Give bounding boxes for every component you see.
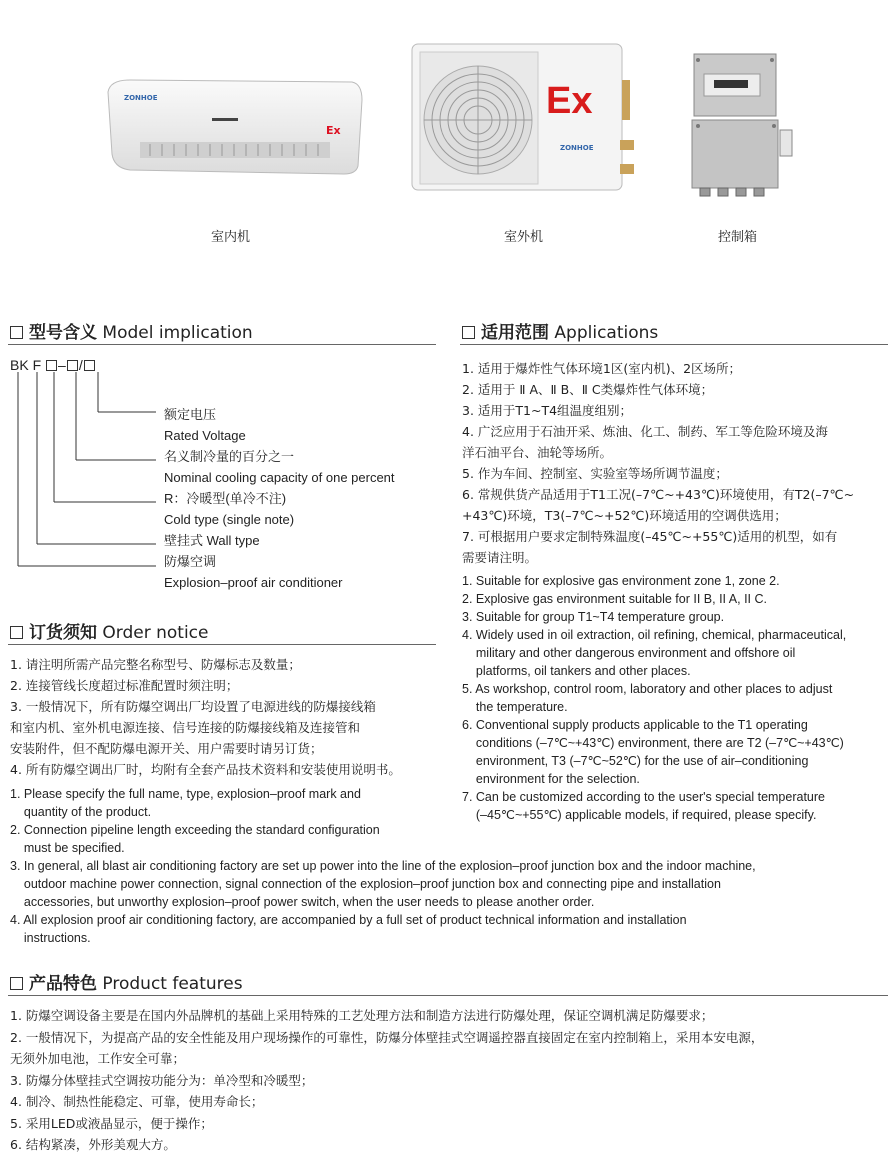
list-item: 1. 适用于爆炸性气体环境1区(室内机)、2区场所； bbox=[462, 361, 742, 376]
list-item: 3. 防爆分体壁挂式空调按功能分为：单冷型和冷暖型； bbox=[10, 1072, 314, 1088]
placeholder-square-icon bbox=[84, 360, 95, 371]
checkbox-square-icon bbox=[10, 326, 23, 339]
list-item: 3. In general, all blast air conditioning factory are set up power into the line of the explosion–proof junction box and the indoor machine, bbox=[10, 859, 756, 873]
list-item: 4. 广泛应用于石油开采、炼油、化工、制药、军工等危险环境及海 bbox=[462, 424, 828, 439]
order-cn-list bbox=[10, 654, 401, 780]
list-item: instructions. bbox=[10, 931, 91, 945]
model-code-prefix: BK F bbox=[10, 357, 42, 373]
list-item: 1. Please specify the full name, type, explosion–proof mark and bbox=[10, 787, 361, 801]
list-item: 1. 请注明所需产品完整名称型号、防爆标志及数量； bbox=[10, 657, 301, 672]
model-item: Explosion–proof air conditioner bbox=[164, 575, 343, 590]
list-item: 4. 制冷、制热性能稳定、可靠，使用寿命长； bbox=[10, 1094, 264, 1109]
model-item: 壁挂式 Wall type bbox=[164, 533, 260, 548]
features-section-title bbox=[10, 969, 243, 994]
list-item: 1. 防爆空调设备主要是在国内外品牌机的基础上采用特殊的工艺处理方法和制造方法进行防爆处理，保证空调机满足防爆要求； bbox=[10, 1008, 714, 1023]
indoor-ex-mark: Ex bbox=[326, 124, 341, 137]
list-item: 6. 结构紧凑，外形美观大方。 bbox=[10, 1137, 176, 1152]
list-item: outdoor machine power connection, signal connection of the explosion–proof junction box and connecting pipe and installation bbox=[10, 877, 721, 891]
outdoor-brand-label: ZONHOE bbox=[560, 144, 594, 152]
features-title-en: Product features bbox=[102, 974, 243, 994]
features-section-rule bbox=[8, 995, 888, 996]
list-item: 3. 适用于T1~T4组温度组别； bbox=[462, 403, 633, 418]
list-item: 洋石油平台、油轮等场所。 bbox=[462, 445, 613, 460]
outdoor-unit-image bbox=[408, 40, 640, 196]
model-section-rule bbox=[8, 344, 436, 345]
list-item: quantity of the product. bbox=[10, 805, 152, 819]
list-item: (–45℃~+55℃) applicable models, if required, please specify. bbox=[462, 808, 817, 822]
list-item: military and other dangerous environment and offshore oil bbox=[462, 646, 796, 660]
list-item: 3. Suitable for group T1~T4 temperature group. bbox=[462, 610, 725, 624]
list-item: must be specified. bbox=[10, 841, 125, 855]
model-items bbox=[164, 404, 395, 593]
order-section-rule bbox=[8, 644, 436, 645]
list-item: environment, T3 (–7℃~52℃) for the use of air–conditioning bbox=[462, 754, 809, 768]
model-item: Nominal cooling capacity of one percent bbox=[164, 470, 395, 485]
list-item: the temperature. bbox=[462, 700, 568, 714]
list-item: 安装附件，但不配防爆电源开关、用户需要时请另订货； bbox=[10, 741, 323, 756]
features-list bbox=[10, 1005, 763, 1156]
checkbox-square-icon bbox=[10, 977, 23, 990]
list-item: 无须外加电池，工作安全可靠； bbox=[10, 1051, 186, 1066]
list-item: 6. Conventional supply products applicable to the T1 operating bbox=[462, 718, 808, 732]
list-item: 2. 适用于 Ⅱ A、Ⅱ B、Ⅱ C类爆炸性气体环境； bbox=[462, 382, 714, 397]
order-section-title bbox=[10, 618, 209, 643]
indoor-unit-image bbox=[100, 70, 366, 180]
list-item: 2. Explosive gas environment suitable for II B, II A, II C. bbox=[462, 592, 768, 606]
applications-section-rule bbox=[460, 344, 888, 345]
outdoor-unit-caption: 室外机 bbox=[504, 230, 544, 245]
indoor-brand-label: ZONHOE bbox=[124, 94, 158, 102]
list-item: 2. Connection pipeline length exceeding the standard configuration bbox=[10, 823, 380, 837]
applications-cn-list bbox=[462, 358, 854, 568]
applications-section-title bbox=[462, 318, 658, 343]
outdoor-ex-mark: Ex bbox=[546, 80, 593, 122]
list-item: 6. 常规供货产品适用于T1工况(–7℃~+43℃)环境使用，有T2(–7℃~ bbox=[462, 487, 855, 502]
list-item: platforms, oil tankers and other places. bbox=[462, 664, 691, 678]
list-item: +43℃)环境，T3(–7℃~+52℃)环境适用的空调供选用； bbox=[462, 508, 787, 523]
list-item: 4. Widely used in oil extraction, oil refining, chemical, pharmaceutical, bbox=[462, 628, 847, 642]
list-item: 需要请注明。 bbox=[462, 550, 538, 565]
model-item: R：冷暖型(单冷不注) bbox=[164, 491, 287, 506]
applications-title-cn: 适用范围 bbox=[481, 323, 549, 343]
model-code: BK F – / bbox=[10, 357, 96, 373]
model-section-title bbox=[10, 318, 253, 343]
list-item: 7. Can be customized according to the user's special temperature bbox=[462, 790, 825, 804]
list-item: conditions (–7℃~+43℃) environment, there are T2 (–7℃~+43℃) bbox=[462, 736, 844, 750]
features-title-cn: 产品特色 bbox=[29, 974, 97, 994]
list-item: 5. As workshop, control room, laboratory and other places to adjust bbox=[462, 682, 833, 696]
list-item: 2. 一般情况下，为提高产品的安全性能及用户现场操作的可靠性，防爆分体壁挂式空调遥控器直接固定在室内控制箱上，采用本安电源， bbox=[10, 1029, 764, 1045]
model-title-cn: 型号含义 bbox=[29, 323, 97, 343]
list-item: accessories, but unworthy explosion–proof power switch, when the user needs to please another order. bbox=[10, 895, 595, 909]
placeholder-square-icon bbox=[46, 360, 57, 371]
placeholder-square-icon bbox=[67, 360, 78, 371]
list-item: 和室内机、室外机电源连接、信号连接的防爆接线箱及连接管和 bbox=[10, 720, 361, 735]
model-title-en: Model implication bbox=[102, 323, 253, 343]
applications-title-en: Applications bbox=[554, 323, 659, 343]
model-item: 防爆空调 bbox=[164, 554, 217, 569]
list-item: 4. 所有防爆空调出厂时，均附有全套产品技术资料和安装使用说明书。 bbox=[10, 762, 401, 777]
model-bracket-lines bbox=[0, 372, 170, 602]
indoor-unit-caption: 室内机 bbox=[211, 230, 251, 245]
order-en-list bbox=[10, 785, 756, 947]
control-box-caption: 控制箱 bbox=[718, 230, 758, 245]
model-item: Rated Voltage bbox=[164, 428, 246, 443]
checkbox-square-icon bbox=[462, 326, 475, 339]
order-title-cn: 订货须知 bbox=[29, 623, 97, 643]
list-item: 5. 采用LED或液晶显示，便于操作； bbox=[10, 1115, 213, 1131]
checkbox-square-icon bbox=[10, 626, 23, 639]
list-item: 1. Suitable for explosive gas environment zone 1, zone 2. bbox=[462, 574, 780, 588]
list-item: 3. 一般情况下，所有防爆空调出厂均设置了电源进线的防爆接线箱 bbox=[10, 699, 376, 714]
list-item: 2. 连接管线长度超过标准配置时须注明； bbox=[10, 678, 239, 693]
model-item: 名义制冷量的百分之一 bbox=[164, 449, 295, 464]
list-item: 5. 作为车间、控制室、实验室等场所调节温度； bbox=[462, 466, 728, 481]
control-box-image bbox=[690, 48, 798, 198]
model-item: Cold type (single note) bbox=[164, 512, 295, 527]
list-item: 4. All explosion proof air conditioning factory, are accompanied by a full set of product technical information and installation bbox=[10, 913, 687, 927]
order-title-en: Order notice bbox=[102, 623, 209, 643]
model-item: 额定电压 bbox=[164, 407, 217, 422]
list-item: environment for the selection. bbox=[462, 772, 640, 786]
list-item: 7. 可根据用户要求定制特殊温度(–45℃~+55℃)适用的机型，如有 bbox=[462, 529, 838, 544]
